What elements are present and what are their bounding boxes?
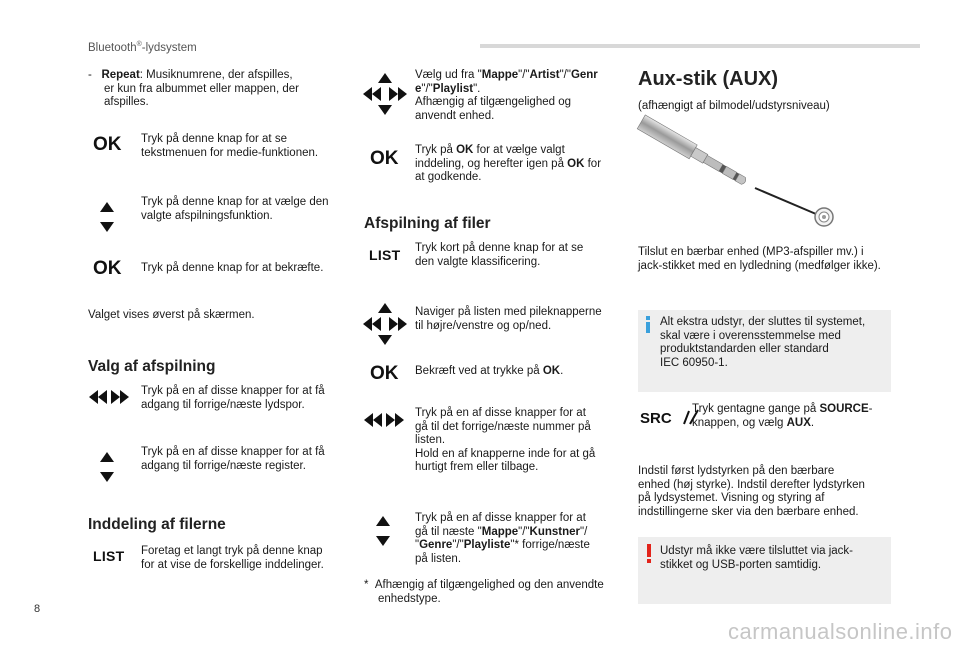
repeat-paragraph: - Repeat: Musiknumrene, der afspilles, er kun fra albummet eller mappen, der afspilles.	[88, 69, 299, 109]
updown1-text: Tryk på denne knap for at vælge den valgte afspilningsfunktion.	[141, 196, 329, 222]
jack-cable-illustration	[640, 120, 840, 230]
source-button-icon: SRC	[640, 409, 700, 427]
info-icon	[645, 316, 651, 334]
ok1-text: Tryk på denne knap for at se tekstmenuen for medie-funktionen.	[141, 133, 319, 159]
info-box	[638, 310, 891, 392]
ok-button-icon: OK	[93, 258, 122, 279]
ok-button-icon: OK	[93, 134, 122, 155]
list1-text: Foretag et langt tryk på denne knap for at vise de forskellige inddelinger.	[141, 545, 324, 571]
warning-icon	[646, 544, 652, 564]
src-text: Tryk gentagne gange på SOURCE- knappen, og vælg AUX.	[692, 403, 873, 429]
connect-text: Tilslut en bærbar enhed (MP3-afspiller mv.) i jack-stikket med en lydledning (medfølger ikke).	[638, 246, 881, 272]
heading-aux: Aux-stik (AUX)	[638, 68, 779, 90]
heading-division: Inddeling af filerne	[88, 516, 226, 533]
ud3-text: Tryk på en af disse knapper for at gå til næste "Mappe"/"Kunstner"/ "Genre"/"Playliste"* forrige/næste på listen.	[415, 512, 590, 565]
ok2-text: Tryk på denne knap for at bekræfte.	[141, 262, 324, 274]
footnote: * Afhængig af tilgængelighed og den anvendte enhedstype.	[364, 579, 604, 605]
lr2-text: Tryk på en af disse knapper for at gå til det forrige/næste nummer på listen. Hold en af knapperne inde for at gå hurtigt frem eller tilbage.	[415, 407, 596, 474]
lr1-text: Tryk på en af disse knapper for at få adgang til forrige/næste lydspor.	[141, 385, 325, 411]
header-title: Bluetooth®-lydsystem	[88, 41, 197, 54]
list2-text: Tryk kort på denne knap for at se den valgte klassificering.	[415, 242, 584, 268]
updown2-text: Tryk på en af disse knapper for at få adgang til forrige/næste register.	[141, 446, 325, 472]
info-text: Alt ekstra udstyr, der sluttes til systemet, skal være i overensstemmelse med produktstandarden eller standard IEC 60950-1.	[660, 316, 866, 369]
heading-playback: Valg af afspilning	[88, 358, 216, 375]
prev-next-arrows-icon	[89, 390, 129, 404]
four-way-arrows-icon	[363, 303, 407, 345]
four-way-arrows-icon	[363, 73, 407, 115]
watermark: carmanualsonline.info	[728, 619, 953, 644]
aux-subtitle: (afhængigt af bilmodel/udstyrsniveau)	[638, 100, 830, 112]
cross1-text: Vælg ud fra "Mappe"/"Artist"/"Genr e"/"Playlist". Afhængig af tilgængelighed og anvendt enhed.	[415, 69, 598, 122]
volume-text: Indstil først lydstyrken på den bærbare enhed (høj styrke). Indstil derefter lydstyrken på lydsystemet. Visning og styring af indstillingerne sker via den bærbare enhed.	[638, 465, 865, 518]
ok4-text: Bekræft ved at trykke på OK.	[415, 365, 564, 377]
selection-note: Valget vises øverst på skærmen.	[88, 309, 255, 321]
cross2-text: Naviger på listen med pileknapperne til højre/venstre og op/ned.	[415, 306, 602, 332]
ok3-text: Tryk på OK for at vælge valgt inddeling, og herefter igen på OK for at godkende.	[415, 144, 602, 184]
ok-button-icon: OK	[370, 148, 399, 169]
up-down-arrows-icon	[376, 516, 390, 546]
page-number: 8	[34, 603, 41, 615]
up-down-arrows-icon	[100, 452, 114, 482]
header-rule	[480, 44, 920, 48]
list-button-icon: LIST	[93, 548, 125, 564]
ok-button-icon: OK	[370, 363, 399, 384]
prev-next-arrows-icon	[364, 413, 404, 427]
heading-files: Afspilning af filer	[364, 215, 491, 232]
warning-text: Udstyr må ikke være tilsluttet via jack- stikket og USB-porten samtidig.	[660, 545, 853, 571]
list-button-icon: LIST	[369, 247, 401, 263]
up-down-arrows-icon	[100, 202, 114, 232]
warning-box	[638, 537, 891, 604]
